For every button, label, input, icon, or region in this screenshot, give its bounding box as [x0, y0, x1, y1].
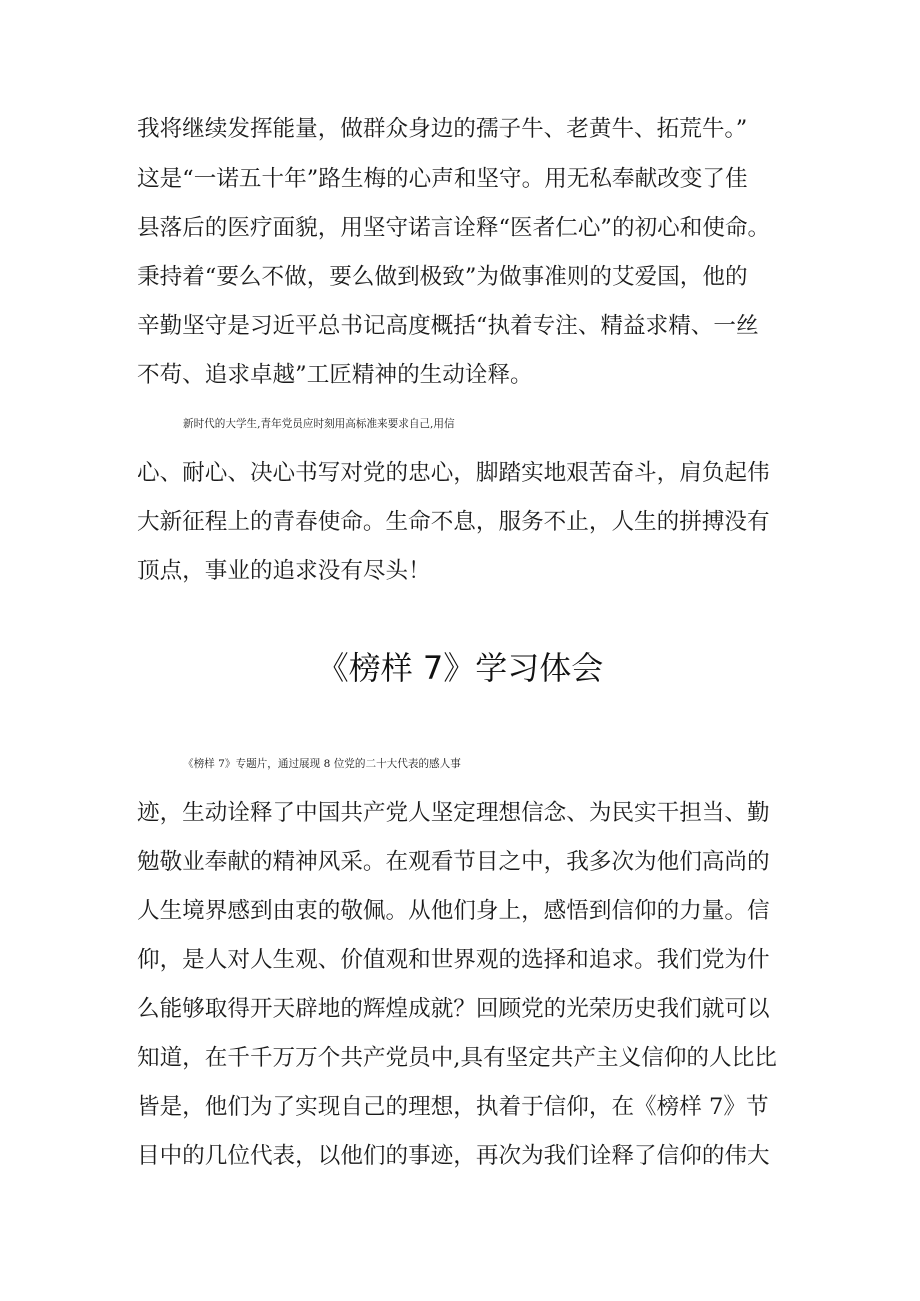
- text-line: 我将继续发挥能量，做群众身边的孺子牛、老黄牛、拓荒牛。”: [137, 116, 748, 142]
- text-line: 皆是，他们为了实现自己的理想，执着于信仰，在《榜样 7》节: [137, 1094, 769, 1120]
- text-line: 大新征程上的青春使命。生命不息，服务不止，人生的拼搏没有: [137, 509, 770, 535]
- text-line: 目中的几位代表，以他们的事迹，再次为我们诠释了信仰的伟大: [137, 1143, 770, 1169]
- text-line: 么能够取得开天辟地的辉煌成就？回顾党的光荣历史我们就可以: [137, 996, 770, 1022]
- text-line: 勉敬业奉献的精神风采。在观看节目之中，我多次为他们高尚的: [137, 849, 770, 875]
- page-title: 《榜样 7》学习体会: [316, 649, 604, 687]
- text-line: 顶点，事业的追求没有尽头！: [137, 558, 431, 584]
- text-line: 县落后的医疗面貌，用坚守诺言诠释“医者仁心”的初心和使命。: [137, 215, 771, 241]
- text-line-indented: 《榜样 7》专题片，通过展现 8 位党的二十大代表的感人事: [183, 758, 461, 770]
- text-line: 不苟、追求卓越”工匠精神的生动诠释。: [137, 362, 533, 388]
- text-line: 人生境界感到由衷的敬佩。从他们身上，感悟到信仰的力量。信: [137, 898, 770, 924]
- text-line: 心、耐心、决心书写对党的忠心，脚踏实地艰苦奋斗，肩负起伟: [137, 460, 770, 486]
- text-line: 知道，在千千万万个共产党员中,具有坚定共产主义信仰的人比比: [137, 1045, 777, 1071]
- text-line-indented: 新时代的大学生,青年党员应时刻用高标准来要求自己,用信: [183, 418, 455, 430]
- text-line: 仰，是人对人生观、价值观和世界观的选择和追求。我们党为什: [137, 947, 770, 973]
- text-line: 秉持着“要么不做，要么做到极致”为做事准则的艾爱国，他的: [137, 264, 748, 290]
- text-line: 迹，生动诠释了中国共产党人坚定理想信念、为民实干担当、勤: [137, 800, 770, 826]
- text-line: 这是“一诺五十年”路生梅的心声和坚守。用无私奉献改变了佳: [137, 166, 748, 192]
- text-line: 辛勤坚守是习近平总书记高度概括“执着专注、精益求精、一丝: [137, 313, 759, 339]
